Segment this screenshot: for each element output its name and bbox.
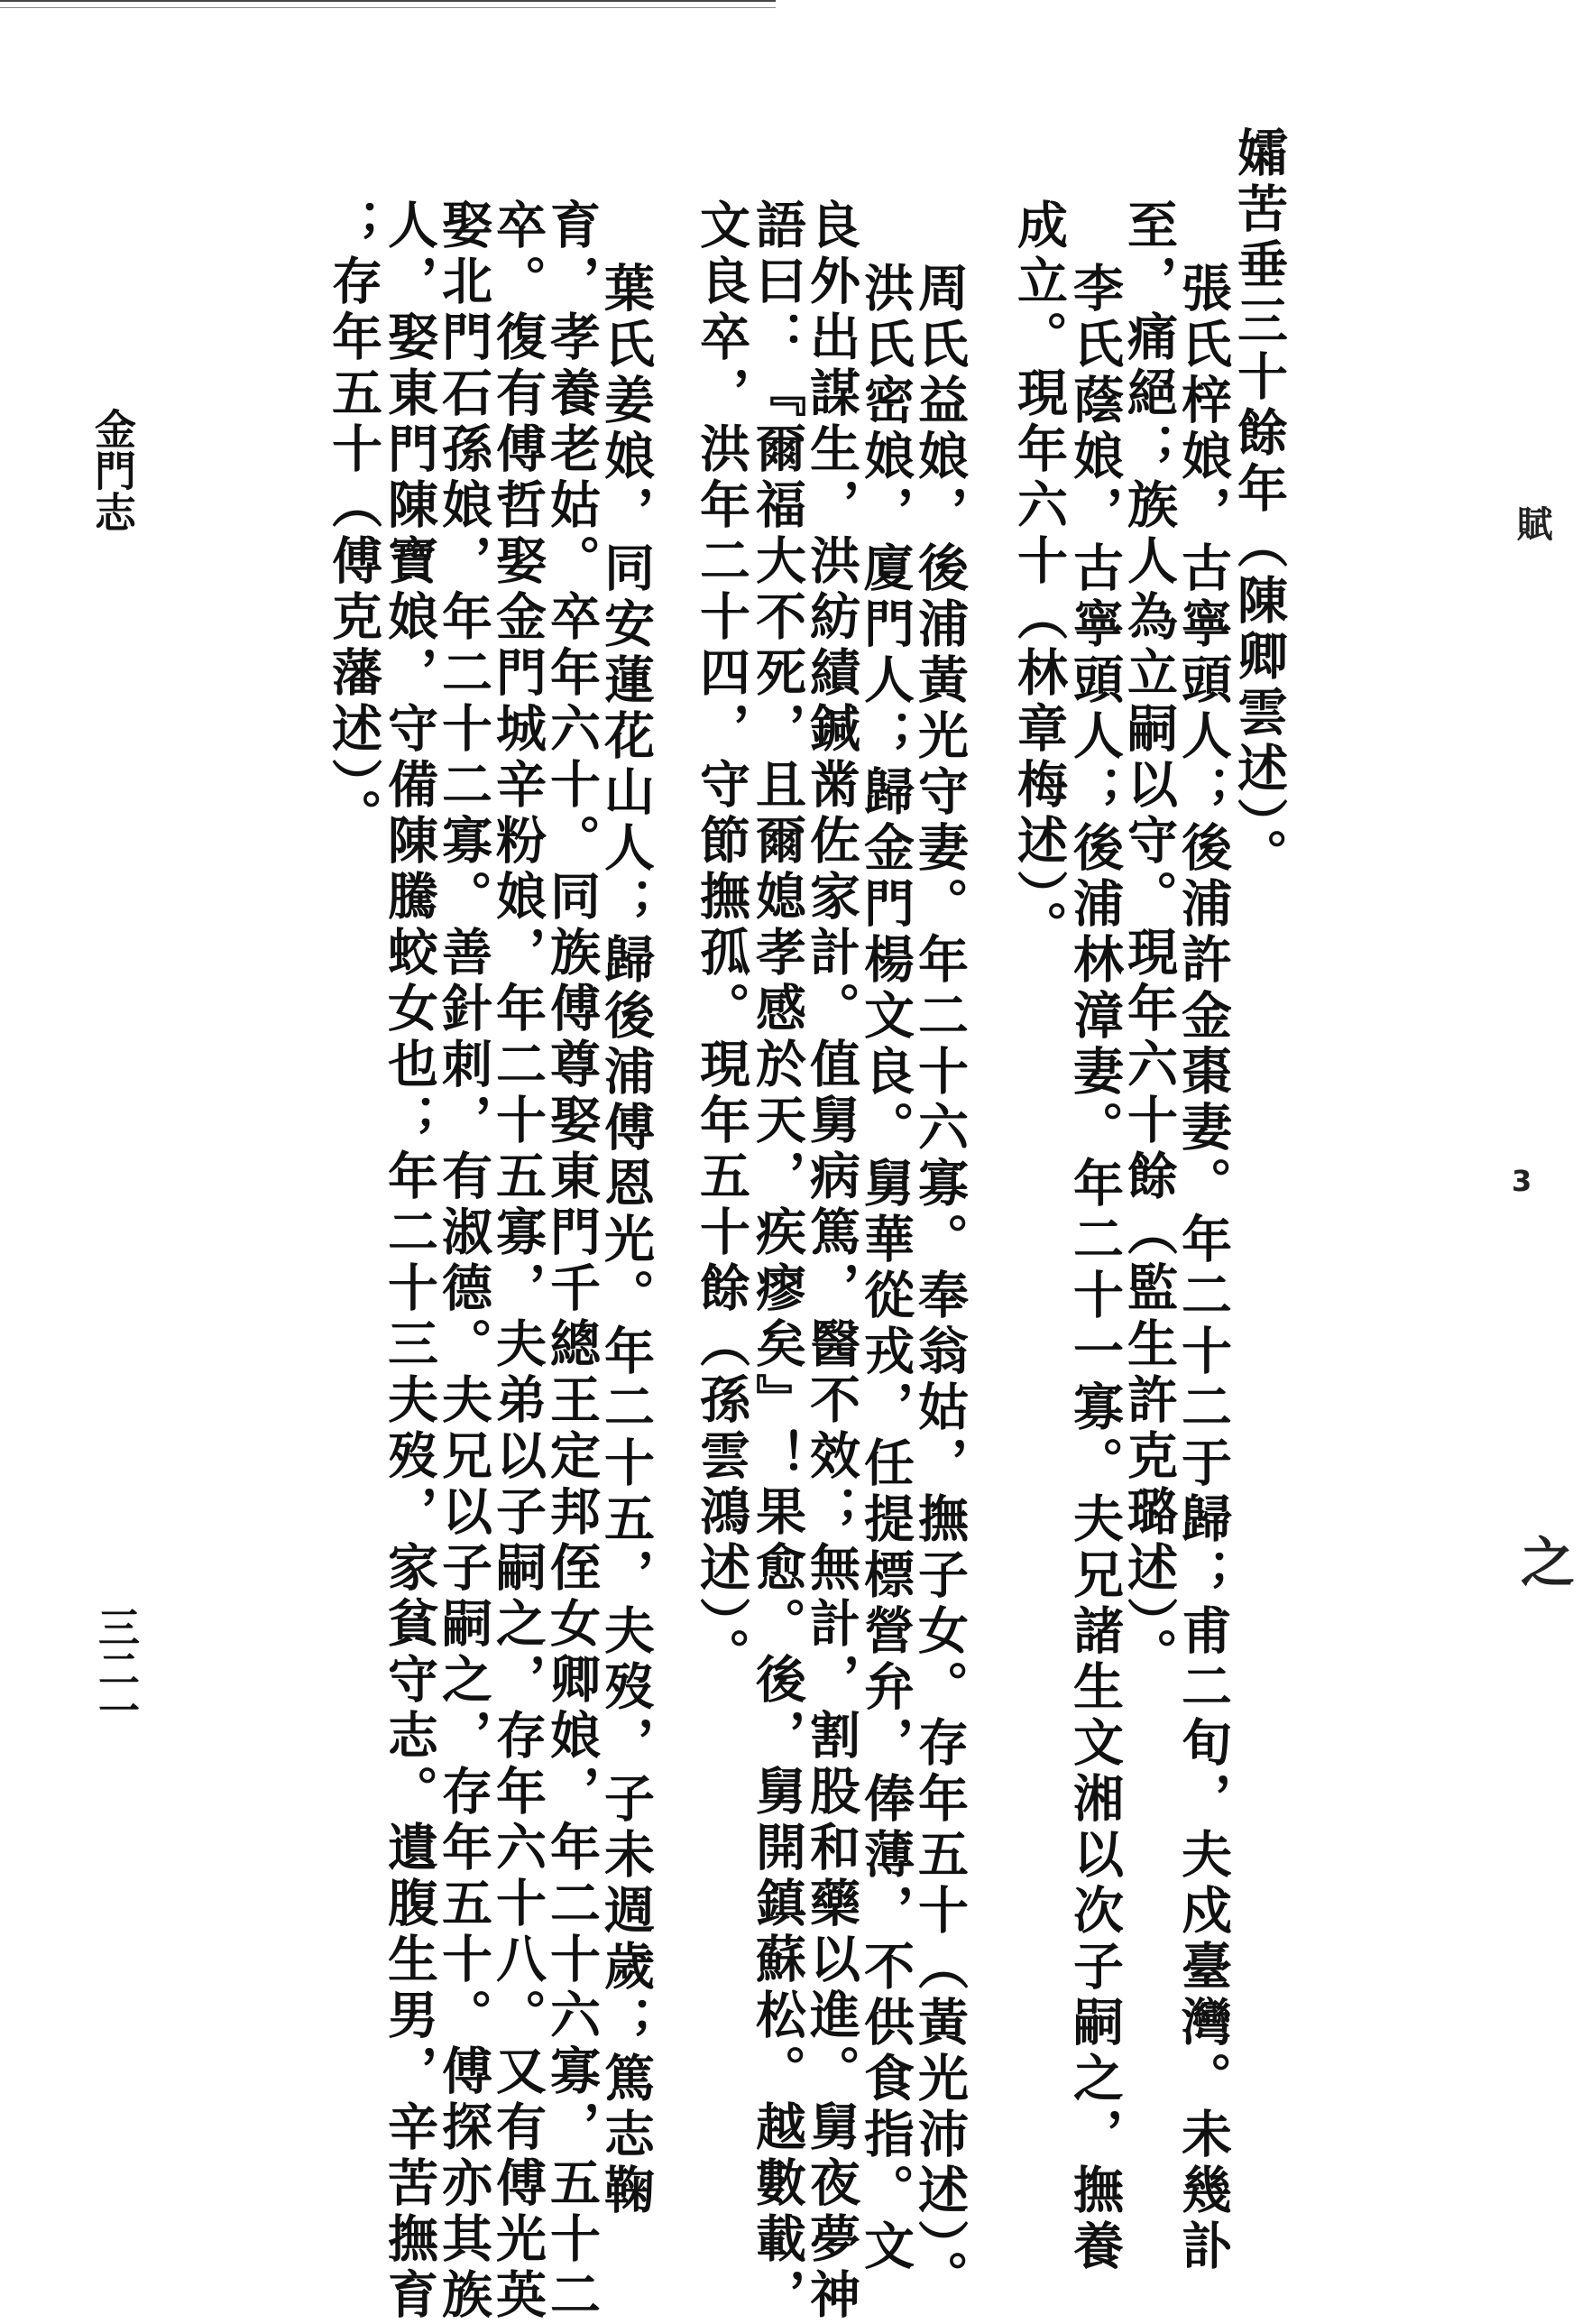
book-title-footer: 金門志 <box>88 408 137 532</box>
top-rule <box>0 0 776 8</box>
text-column-13: 卒。復有傅哲娶金門城辛粉娘，年二十五寡，夫弟以子嗣之，存年六十八。又有傅光英 <box>488 198 547 2324</box>
edge-bleed-text: 賦 <box>1511 505 1553 541</box>
text-column-2: 張氏梓娘，古寧頭人；後浦許金棗妻。年二十二于歸；甫二旬，夫戍臺灣。未幾訃 <box>1173 262 1233 2275</box>
text-column-4: 李氏蔭娘，古寧頭人；後浦林漳妻。年二十一寡。夫兄諸生文湘以次子嗣之，撫養 <box>1065 262 1125 2275</box>
text-column-14: 娶北門石孫娘，年二十二寡。善針刺，有淑德。夫兄以子嗣之，存年五十。傅探亦其族 <box>434 198 493 2324</box>
text-column-7: 洪氏密娘，廈門人；歸金門楊文良。舅華從戎，任提標營弁，俸薄，不供食指。文 <box>856 262 915 2275</box>
text-column-15: 人，娶東門陳寶娘，守備陳騰蛟女也；年二十三夫歿，家貧守志。遺腹生男，辛苦撫育 <box>380 198 439 2324</box>
edge-bleed-char: 之 <box>1512 1534 1575 1588</box>
text-column-5: 成立。現年六十（林章梅述）。 <box>1009 198 1069 956</box>
text-column-10: 文良卒，洪年二十四，守節撫孤。現年五十餘（孫雲鴻述）。 <box>692 198 751 1683</box>
text-column-6: 周氏益娘，後浦黃光守妻。年二十六寡。奉翁姑，撫子女。存年五十（黃光沛述）。 <box>910 262 970 2306</box>
text-column-9: 語曰：『爾福大不死，且爾媳孝感於天，疾瘳矣』！果愈。後，舅開鎮蘇松。越數載， <box>748 198 807 2324</box>
text-column-1: 孀苦垂三十餘年（陳卿雲述）。 <box>1229 126 1289 884</box>
text-column-12: 育，孝養老姑。卒年六十。同族傅尊娶東門千總王定邦侄女卿娘，年二十六寡，五十二 <box>542 198 602 2324</box>
text-column-8: 良外出謀生，洪紡績鍼黹佐家計。值舅病篤，醫不效；無計，割股和藥以進。舅夜夢神 <box>802 198 861 2324</box>
text-column-11: 葉氏姜娘，同安蓮花山人；歸後浦傅恩光。年二十五，夫歿，子未週歲；篤志鞠 <box>596 262 656 2219</box>
text-column-16: ；存年五十（傅克藩述）。 <box>324 198 383 844</box>
text-column-3: 至，痛絕；族人為立嗣以守。現年六十餘（監生許克璐述）。 <box>1119 198 1179 1683</box>
page-number: 三二一 <box>92 1606 141 1730</box>
edge-bleed-number: 3 <box>1512 1164 1532 1198</box>
